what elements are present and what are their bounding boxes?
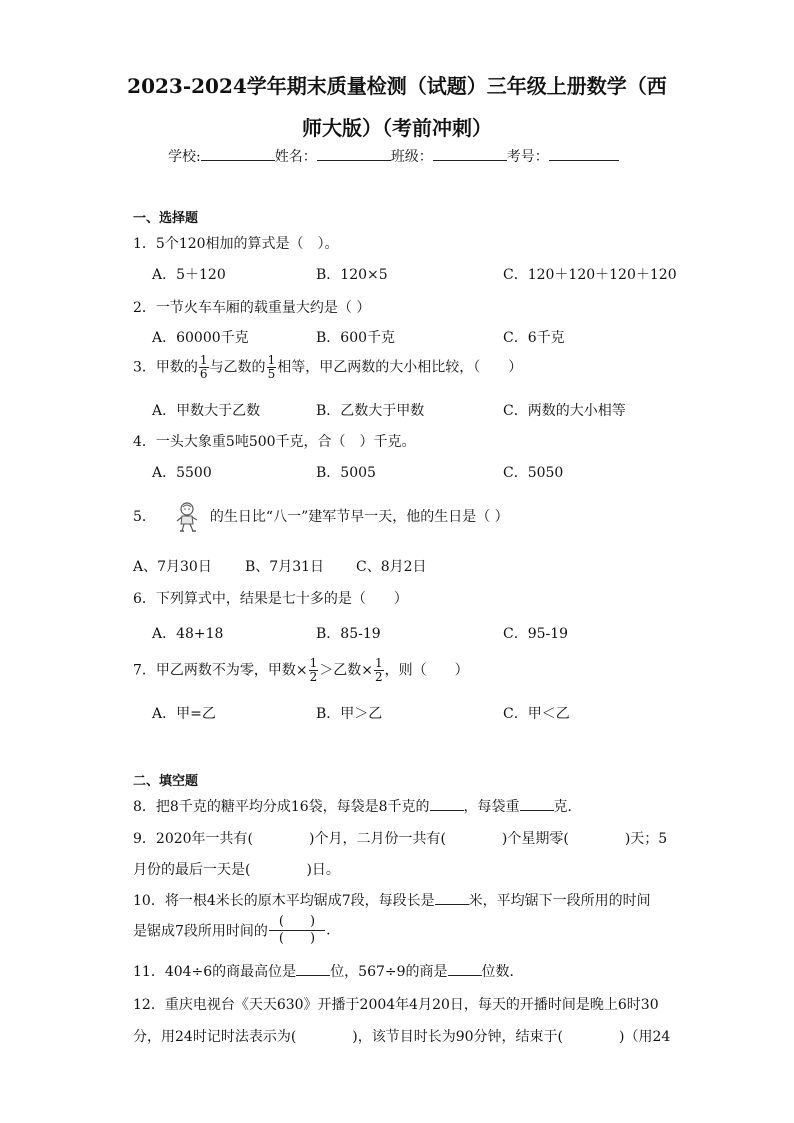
info-line bbox=[168, 146, 619, 166]
question-1: 1．5个120相加的算式是（ ）。 bbox=[133, 236, 339, 252]
question-3 bbox=[133, 354, 522, 381]
question-6: 6．下列算式中，结果是七十多的是（ ） bbox=[133, 591, 408, 607]
number-field[interactable] bbox=[549, 146, 619, 161]
q7-option-c[interactable]: C．甲＜乙 bbox=[503, 706, 570, 722]
name-field[interactable] bbox=[317, 146, 391, 161]
q5-option-c[interactable]: C、8月2日 bbox=[356, 559, 427, 575]
question-10-line1 bbox=[133, 890, 651, 910]
question-12-line2: 分，用24时记时法表示为( )，该节目时长为90分钟，结束于( )（用24 bbox=[133, 1029, 671, 1045]
q1-option-a[interactable]: A．5＋120 bbox=[152, 267, 226, 283]
q7-text-1: 7．甲乙两数不为零，甲数× bbox=[133, 662, 308, 679]
q10-text-2: 米，平均锯下一段所用的时间 bbox=[468, 893, 651, 909]
fraction-one-fifth: $\frac{1}{5}$ bbox=[267, 353, 276, 381]
q5-option-b[interactable]: B、7月31日 bbox=[245, 559, 325, 575]
number-label: 考号： bbox=[506, 149, 549, 165]
q11-text-2: 位，567÷9的商是 bbox=[330, 964, 448, 980]
q11-blank-1[interactable] bbox=[296, 961, 330, 976]
q11-blank-2[interactable] bbox=[448, 961, 482, 976]
question-11 bbox=[133, 961, 524, 981]
question-8 bbox=[133, 796, 582, 816]
q10-text-3: 是锯成7段所用时间的 bbox=[133, 923, 268, 940]
q8-blank-1[interactable] bbox=[430, 796, 464, 811]
fraction-one-half-b: $\frac{1}{2}$ bbox=[375, 656, 383, 684]
fraction-one-sixth: $\frac{1}{6}$ bbox=[199, 353, 208, 381]
question-10-line2 bbox=[133, 914, 331, 947]
question-2: 2．一节火车车厢的载重量大约是（ ） bbox=[133, 300, 371, 316]
q5-text: 的生日比“八一”建军节早一天，他的生日是（ ） bbox=[209, 509, 509, 525]
q1-option-c[interactable]: C．120＋120＋120＋120 bbox=[503, 267, 677, 283]
q10-blank-1[interactable] bbox=[435, 890, 469, 905]
page-title-line1: 2023-2024学年期末质量检测（试题）三年级上册数学（西 bbox=[127, 74, 667, 98]
q10-fraction-blank[interactable]: $\frac{( )}{( )}$ bbox=[269, 914, 325, 947]
page-title-line2: 师大版）（考前冲刺） bbox=[302, 116, 492, 140]
q4-option-a[interactable]: A．5500 bbox=[152, 465, 212, 481]
q7-option-b[interactable]: B．甲＞乙 bbox=[316, 706, 383, 722]
q8-blank-2[interactable] bbox=[520, 796, 554, 811]
q8-text-3: 克． bbox=[553, 799, 582, 815]
question-5 bbox=[133, 501, 509, 533]
q10-text-1: 10．将一根4米长的原木平均锯成7段，每段长是 bbox=[133, 893, 435, 909]
question-9-line1: 9．2020年一共有( )个月，二月份一共有( )个星期零( )天；5 bbox=[133, 831, 668, 847]
q6-option-a[interactable]: A．48+18 bbox=[152, 626, 224, 642]
q5-option-a[interactable]: A、7月30日 bbox=[133, 559, 212, 575]
section-title-choice: 一、选择题 bbox=[133, 211, 199, 226]
q10-text-4: . bbox=[326, 922, 331, 939]
name-label: 姓名： bbox=[274, 149, 317, 165]
q8-text-2: ，每袋重 bbox=[463, 799, 520, 815]
q6-option-b[interactable]: B．85-19 bbox=[316, 626, 381, 642]
q8-text-1: 8．把8千克的糖平均分成16袋，每袋是8千克的 bbox=[133, 799, 430, 815]
question-4: 4．一头大象重5吨500千克，合（ ）千克。 bbox=[133, 434, 416, 450]
school-label: 学校: bbox=[168, 149, 201, 165]
q2-option-a[interactable]: A．60000千克 bbox=[152, 330, 249, 346]
q4-option-b[interactable]: B．5005 bbox=[316, 465, 376, 481]
q3-text-1: 3．甲数的 bbox=[133, 359, 198, 376]
q3-option-a[interactable]: A．甲数大于乙数 bbox=[152, 403, 261, 419]
q3-text-3: 相等，甲乙两数的大小相比较，（ ） bbox=[277, 359, 523, 376]
section-title-fill: 二、填空题 bbox=[133, 774, 199, 789]
q7-text-3: ，则（ ） bbox=[384, 662, 469, 679]
q6-option-c[interactable]: C．95-19 bbox=[503, 626, 569, 642]
q3-option-b[interactable]: B．乙数大于甲数 bbox=[316, 403, 425, 419]
q5-number: 5． bbox=[133, 509, 156, 525]
q7-text-2: ＞乙数× bbox=[319, 662, 374, 679]
school-field[interactable] bbox=[201, 146, 275, 161]
q7-option-a[interactable]: A．甲=乙 bbox=[152, 706, 216, 722]
q2-option-b[interactable]: B．600千克 bbox=[316, 330, 396, 346]
fraction-one-half-a: $\frac{1}{2}$ bbox=[309, 656, 318, 684]
q1-option-b[interactable]: B．120×5 bbox=[316, 267, 388, 283]
question-9-line2: 月份的最后一天是( )日。 bbox=[133, 862, 340, 878]
class-label: 班级： bbox=[390, 149, 433, 165]
question-12-line1: 12．重庆电视台《天天630》开播于2004年4月20日，每天的开播时间是晚上6时30 bbox=[133, 997, 659, 1013]
q3-option-c[interactable]: C．两数的大小相等 bbox=[503, 403, 626, 419]
q11-text-1: 11．404÷6的商最高位是 bbox=[133, 964, 297, 980]
question-7 bbox=[133, 657, 469, 684]
q3-text-2: 与乙数的 bbox=[209, 359, 266, 376]
q11-text-3: 位数． bbox=[481, 964, 524, 980]
q2-option-c[interactable]: C．6千克 bbox=[503, 330, 565, 346]
q4-option-c[interactable]: C．5050 bbox=[503, 465, 564, 481]
class-field[interactable] bbox=[433, 146, 507, 161]
boy-cartoon-icon bbox=[172, 501, 204, 533]
